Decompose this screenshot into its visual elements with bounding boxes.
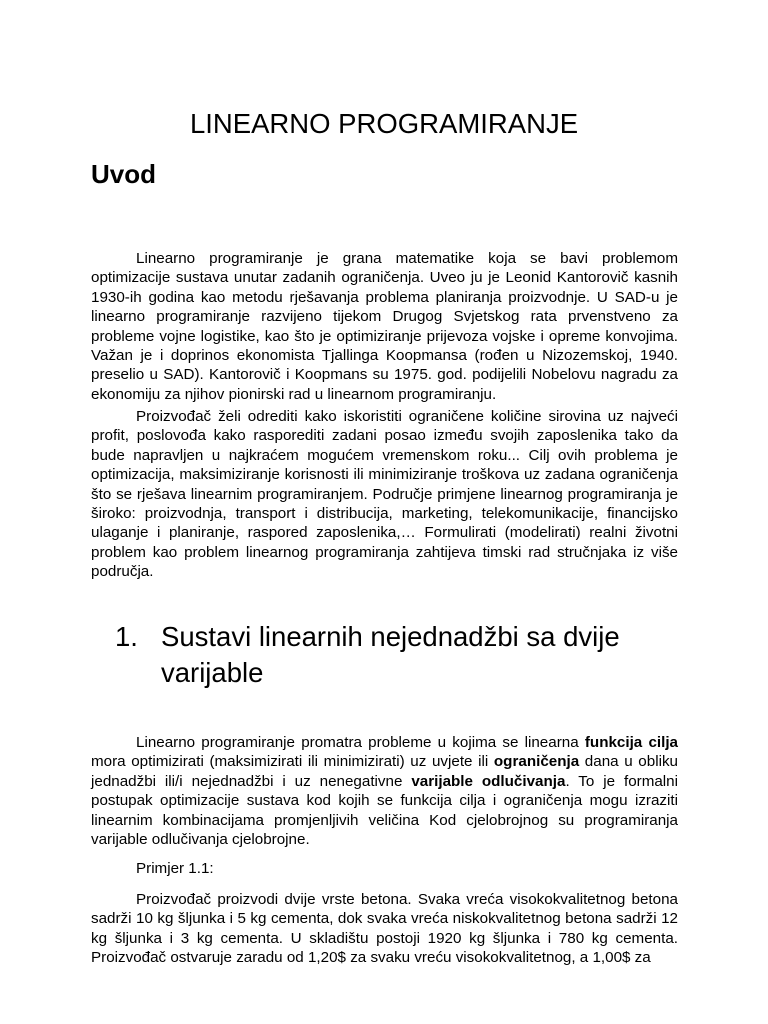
intro-paragraph-1 (91, 249, 678, 404)
section-1-title: Sustavi linearnih nejednadžbi sa dvije varijable (161, 621, 620, 688)
example-label-text: Primjer 1.1: (136, 860, 214, 877)
section-1-paragraph-1-part-1: Linearno programiranje promatra probleme u kojima se linearna (136, 734, 585, 751)
intro-paragraph-2 (91, 407, 678, 582)
section-1-paragraph-1-part-3: dana u obliku jednadžbi ili/i nejednadžbi i uz nenegativne (91, 753, 678, 790)
example-paragraph (91, 890, 678, 968)
term-varijable-odlucivanja: varijable odlučivanja (411, 772, 566, 790)
section-1-paragraph-1 (91, 733, 678, 849)
example-paragraph-text: Proizvođač proizvodi dvije vrste betona. Svaka vreća visokokvalitetnog betona sadrži 10 kg šljunka i 5 kg cementa, dok svaka vreća niskokvalitetnog betona sadrži 12 kg šljunka i 3 kg cementa. U skladištu postoji 1920 kg šljunka i 780 kg cementa. Proizvođač ostvaruje zaradu od 1,20$ za svaku vreću visokokvalitetnog, a 1,00$ za (91, 891, 678, 967)
section-1-heading (115, 619, 685, 691)
section-1-paragraph-1-part-4: . To je formalni postupak optimizacije sustava kod kojih se funkcija cilja i ograničenja mogu izraziti linearnim kombinacijama promjenljivih veličina Kod cjelobrojnog su programiranja varijable odlučivanja cjelobrojne. (91, 772, 679, 849)
intro-paragraph-1-text: Linearno programiranje je grana matematike koja se bavi problemom optimizacije sustava unutar zadanih ograničenja. Uveo ju je Leonid Kantorovič kasnih 1930-ih godina kao metodu rješavanja problema planiranja proizvodnje. U SAD-u je linearno programiranje razvijeno tijekom Drugog Svjetskog rata prvenstveno za probleme vojne logistike, kao što je optimiziranje prijevoza vojske i opreme konvojima. Važan je i doprinos ekonomista Tjallinga Koopmansa (rođen u Nizozemskoj, 1940. preselio u SAD). Kantorovič i Koopmans su 1975. god. podijelili Nobelovu nagradu za ekonomiju za njihov pionirski rad u linearnom programiranju. (91, 250, 678, 403)
term-ogranicenja: ograničenja (493, 753, 580, 771)
section-1-paragraph-1-part-2: mora optimizirati (maksimizirati ili minimizirati) uz uvjete ili (91, 753, 494, 771)
intro-heading: Uvod (91, 159, 156, 189)
intro-paragraph-2-text: Proizvođač želi odrediti kako iskoristiti ograničene količine sirovina uz najveći profit, poslovođa kako rasporediti zadani posao između svojih zaposlenika tako da bude napravljen u najkraćem mogućem vremenskom roku... Cilj ovih problema je optimizacija, maksimiziranje korisnosti ili minimiziranje troškova uz zadana ograničenja što se rješava linearnim programiranjem. Područje primjene linearnog programiranja je široko: proizvodnja, transport i distribucija, marketing, telekomunikacije, financijsko ulaganje i planiranje, raspored zaposlenika,… Formulirati (modelirati) realni životni problem kao problem linearnog programiranja zahtijeva timski rad stručnjaka iz više područja. (91, 408, 678, 581)
section-1-number: 1. (115, 621, 138, 652)
example-label (91, 859, 678, 878)
document-title: LINEARNO PROGRAMIRANJE (189, 108, 579, 139)
term-funkcija-cilja: funkcija cilja (584, 734, 678, 751)
